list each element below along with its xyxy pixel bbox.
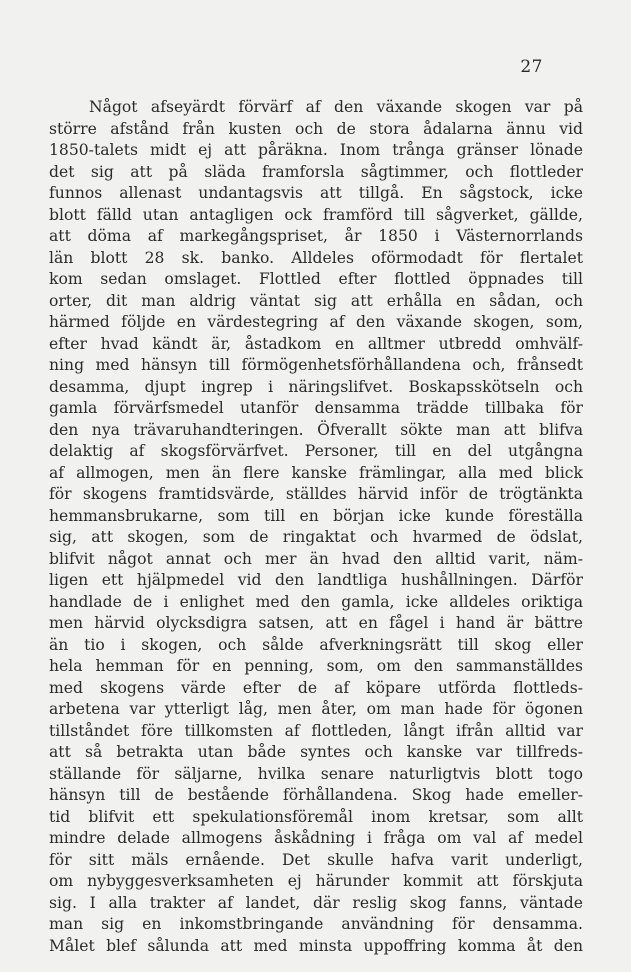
text-line: ligen ett hjälpmedel vid den landtliga hushållningen. Därför xyxy=(49,571,583,589)
text-line: för sitt mäls ernående. Det skulle hafva varit underligt, xyxy=(49,850,583,869)
text-line: den nya trävaruhandteringen. Öfverallt sökte man att blifva xyxy=(49,420,583,439)
text-line: hänsyn till de bestående förhållandena. Skog hade emeller- xyxy=(49,786,583,804)
page-number: 27 xyxy=(520,57,543,77)
text-line: sig, att skogen, som de ringaktat och hvarmed de ödslat, xyxy=(49,528,583,546)
text-line: med skogens värde efter de af köpare utförda flottleds- xyxy=(49,678,583,697)
text-line: efter hvad kändt är, åstadkom en alltmer utbredd omhvälf- xyxy=(49,334,583,353)
text-line: Något afseyärdt förvärf af den växande skogen var på xyxy=(89,98,583,116)
text-line: tid blifvit ett spekulationsföremål inom kretsar, som allt xyxy=(49,807,583,826)
text-line: af allmogen, men än flere kanske främlingar, alla med blick xyxy=(49,463,583,482)
text-line: desamma, djupt ingrep i näringslifvet. Boskapsskötseln och xyxy=(49,377,583,396)
text-line: Målet blef sålunda att med minsta uppoffring komma åt den xyxy=(49,936,583,955)
text-line: blifvit något annat och mer än hvad den alltid varit, näm- xyxy=(49,549,583,568)
text-line: gamla förvärfsmedel utanför densamma trädde tillbaka för xyxy=(49,399,583,417)
text-line: det sig att på släda framforsla sågtimmer, och flottleder xyxy=(49,162,583,181)
text-line: att så betrakta utan både syntes och kanske var tillfreds- xyxy=(49,743,583,761)
text-line: arbetena var ytterligt låg, men åter, om man hade för ögonen xyxy=(49,700,583,718)
text-line: län blott 28 sk. banko. Alldeles oförmodadt för flertalet xyxy=(49,248,583,267)
text-line: för skogens framtidsvärde, ställdes härvid inför de trögtänkta xyxy=(49,485,583,503)
text-line: 1850-talets midt ej att påräkna. Inom trånga gränser lönade xyxy=(49,141,583,159)
text-line: härmed följde en värdestegring af den växande skogen, som, xyxy=(49,313,583,331)
text-line: tillståndet före tillkomsten af flottleden, långt ifrån alltid var xyxy=(49,721,583,740)
text-line: större afstånd från kusten och de stora ådalarna ännu vid xyxy=(49,119,583,138)
text-line: ning med hänsyn till förmögenhetsförhållandena och, frånsedt xyxy=(49,356,583,374)
text-line: handlade de i enlighet med den gamla, icke alldeles oriktiga xyxy=(49,592,583,611)
text-line: funnos allenast undantagsvis att tillgå. En sågstock, icke xyxy=(49,184,583,202)
text-line: sig. I alla trakter af landet, där reslig skog fanns, väntade xyxy=(49,893,583,912)
text-line: hemmansbrukarne, som till en början icke kunde föreställa xyxy=(49,506,583,525)
text-line: delaktig af skogsförvärfvet. Personer, till en del utgångna xyxy=(49,442,583,460)
text-line: än tio i skogen, och sålde afverkningsrätt till skog eller xyxy=(49,635,583,654)
text-line: om nybyggesverksamheten ej härunder kommit att förskjuta xyxy=(49,872,583,890)
text-line: kom sedan omslaget. Flottled efter flottled öppnades till xyxy=(49,270,583,288)
body-text xyxy=(49,97,583,957)
text-line: hela hemman för en penning, som, om den sammanställdes xyxy=(49,657,583,675)
text-line: att döma af markegångspriset, år 1850 i Västernorrlands xyxy=(49,227,583,245)
text-line: blott fälld utan antagligen ock framförd till sågverket, gällde, xyxy=(49,205,583,224)
text-line: orter, dit man aldrig väntat sig att erhålla en sådan, och xyxy=(49,291,583,310)
text-line: mindre delade allmogens åskådning i fråga om val af medel xyxy=(49,829,583,847)
text-line: man sig en inkomstbringande användning för densamma. xyxy=(49,915,583,933)
text-line: ställande för säljarne, hvilka senare naturligtvis blott togo xyxy=(49,764,583,783)
text-line: men härvid olycksdigra satsen, att en fågel i hand är bättre xyxy=(49,614,583,632)
